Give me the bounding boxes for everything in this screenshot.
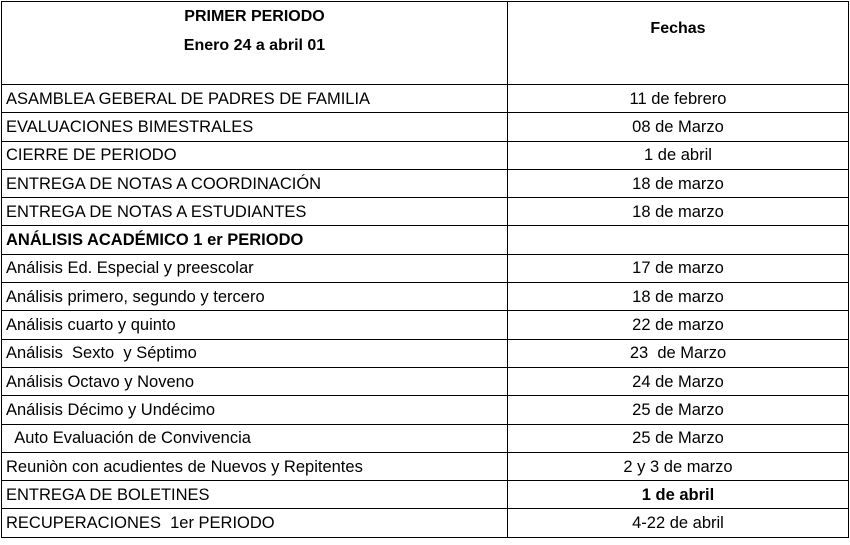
activity-cell: ENTREGA DE BOLETINES — [2, 481, 508, 509]
date-cell: 23 de Marzo — [508, 339, 849, 367]
dates-header: Fechas — [650, 20, 706, 37]
activity-cell: Análisis Sexto y Séptimo — [2, 339, 508, 367]
date-cell: 1 de abril — [508, 141, 849, 169]
date-cell: 11 de febrero — [508, 85, 849, 113]
activity-cell: RECUPERACIONES 1er PERIODO — [2, 509, 508, 537]
table-row — [2, 452, 849, 480]
header-row — [2, 2, 849, 85]
activity-cell: Análisis Ed. Especial y preescolar — [2, 254, 508, 282]
dates-header-cell — [508, 2, 849, 85]
date-cell: 18 de marzo — [508, 283, 849, 311]
date-cell: 18 de marzo — [508, 169, 849, 197]
activity-cell: ENTREGA DE NOTAS A ESTUDIANTES — [2, 198, 508, 226]
activity-cell: Auto Evaluación de Convivencia — [2, 424, 508, 452]
schedule-table — [1, 1, 849, 538]
period-header-cell — [2, 2, 508, 85]
table-row — [2, 481, 849, 509]
date-cell: 22 de marzo — [508, 311, 849, 339]
table-row — [2, 141, 849, 169]
table-row — [2, 113, 849, 141]
table-row — [2, 367, 849, 395]
date-cell: 17 de marzo — [508, 254, 849, 282]
date-cell: 24 de Marzo — [508, 367, 849, 395]
period-title: PRIMER PERIODO — [184, 8, 325, 25]
table-row — [2, 198, 849, 226]
table-row — [2, 509, 849, 537]
table-row — [2, 424, 849, 452]
date-cell: 4-22 de abril — [508, 509, 849, 537]
section-row — [2, 226, 849, 254]
activity-cell: Reuniòn con acudientes de Nuevos y Repitentes — [2, 452, 508, 480]
activity-cell: ASAMBLEA GEBERAL DE PADRES DE FAMILIA — [2, 85, 508, 113]
date-cell: 25 de Marzo — [508, 396, 849, 424]
table-row — [2, 254, 849, 282]
date-cell: 25 de Marzo — [508, 424, 849, 452]
date-cell: 08 de Marzo — [508, 113, 849, 141]
table-row — [2, 283, 849, 311]
activity-cell: Análisis Octavo y Noveno — [2, 367, 508, 395]
section-title-cell: ANÁLISIS ACADÉMICO 1 er PERIODO — [2, 226, 508, 254]
activity-cell: Análisis cuarto y quinto — [2, 311, 508, 339]
activity-cell: ENTREGA DE NOTAS A COORDINACIÓN — [2, 169, 508, 197]
activity-cell: CIERRE DE PERIODO — [2, 141, 508, 169]
date-cell — [508, 226, 849, 254]
table-row — [2, 339, 849, 367]
date-cell: 1 de abril — [508, 481, 849, 509]
table-row — [2, 85, 849, 113]
date-cell: 18 de marzo — [508, 198, 849, 226]
activity-cell: EVALUACIONES BIMESTRALES — [2, 113, 508, 141]
table-row — [2, 311, 849, 339]
activity-cell: Análisis Décimo y Undécimo — [2, 396, 508, 424]
table-row — [2, 396, 849, 424]
period-range: Enero 24 a abril 01 — [183, 37, 326, 54]
table-row — [2, 169, 849, 197]
date-cell: 2 y 3 de marzo — [508, 452, 849, 480]
activity-cell: Análisis primero, segundo y tercero — [2, 283, 508, 311]
